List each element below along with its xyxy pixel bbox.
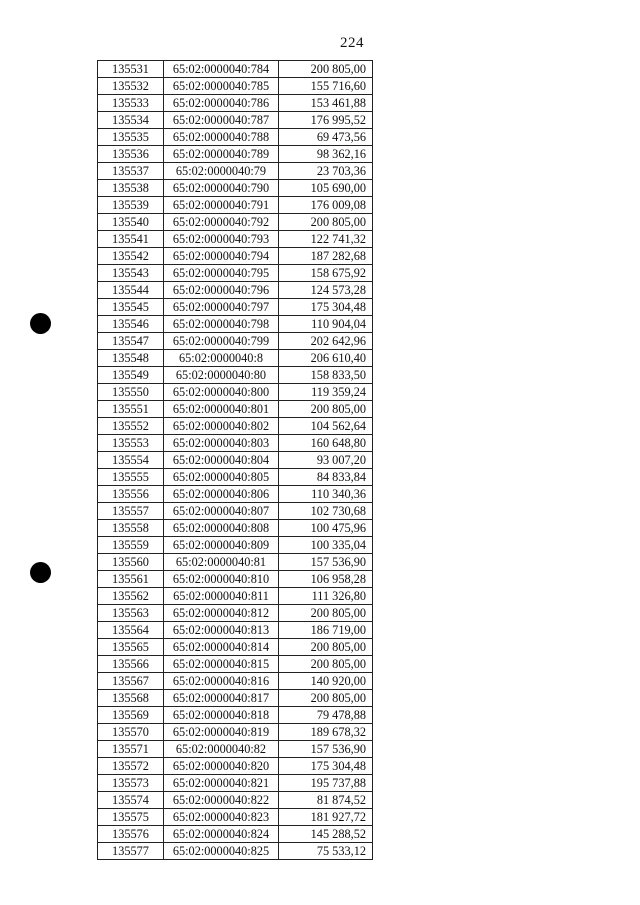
record-number-cell: 135557 xyxy=(98,503,164,520)
cadastral-number-cell: 65:02:0000040:792 xyxy=(164,214,279,231)
cadastral-number-cell: 65:02:0000040:798 xyxy=(164,316,279,333)
cadastral-number-cell: 65:02:0000040:802 xyxy=(164,418,279,435)
record-number-cell: 135567 xyxy=(98,673,164,690)
cadastral-number-cell: 65:02:0000040:790 xyxy=(164,180,279,197)
value-cell: 200 805,00 xyxy=(279,656,373,673)
record-number-cell: 135558 xyxy=(98,520,164,537)
record-number-cell: 135534 xyxy=(98,112,164,129)
table-row xyxy=(98,214,373,231)
value-cell: 145 288,52 xyxy=(279,826,373,843)
cadastral-number-cell: 65:02:0000040:818 xyxy=(164,707,279,724)
table-row xyxy=(98,61,373,78)
record-number-cell: 135541 xyxy=(98,231,164,248)
table-row xyxy=(98,112,373,129)
cadastral-number-cell: 65:02:0000040:787 xyxy=(164,112,279,129)
table-row xyxy=(98,452,373,469)
table-row xyxy=(98,78,373,95)
punch-hole-mark xyxy=(30,562,51,583)
cadastral-number-cell: 65:02:0000040:811 xyxy=(164,588,279,605)
value-cell: 111 326,80 xyxy=(279,588,373,605)
value-cell: 23 703,36 xyxy=(279,163,373,180)
record-number-cell: 135576 xyxy=(98,826,164,843)
value-cell: 124 573,28 xyxy=(279,282,373,299)
cadastral-number-cell: 65:02:0000040:824 xyxy=(164,826,279,843)
table-row xyxy=(98,605,373,622)
cadastral-number-cell: 65:02:0000040:805 xyxy=(164,469,279,486)
table-row xyxy=(98,299,373,316)
table-row xyxy=(98,486,373,503)
cadastral-number-cell: 65:02:0000040:814 xyxy=(164,639,279,656)
value-cell: 157 536,90 xyxy=(279,554,373,571)
table-row xyxy=(98,418,373,435)
cadastral-number-cell: 65:02:0000040:813 xyxy=(164,622,279,639)
cadastral-number-cell: 65:02:0000040:801 xyxy=(164,401,279,418)
record-number-cell: 135569 xyxy=(98,707,164,724)
table-row xyxy=(98,401,373,418)
record-number-cell: 135547 xyxy=(98,333,164,350)
table-row xyxy=(98,350,373,367)
table-row xyxy=(98,163,373,180)
cadastral-number-cell: 65:02:0000040:789 xyxy=(164,146,279,163)
record-number-cell: 135570 xyxy=(98,724,164,741)
cadastral-number-cell: 65:02:0000040:823 xyxy=(164,809,279,826)
record-number-cell: 135537 xyxy=(98,163,164,180)
table-row xyxy=(98,333,373,350)
table-row xyxy=(98,656,373,673)
cadastral-number-cell: 65:02:0000040:819 xyxy=(164,724,279,741)
record-number-cell: 135548 xyxy=(98,350,164,367)
value-cell: 181 927,72 xyxy=(279,809,373,826)
value-cell: 186 719,00 xyxy=(279,622,373,639)
record-number-cell: 135550 xyxy=(98,384,164,401)
record-number-cell: 135544 xyxy=(98,282,164,299)
record-number-cell: 135572 xyxy=(98,758,164,775)
record-number-cell: 135575 xyxy=(98,809,164,826)
table-row xyxy=(98,503,373,520)
record-number-cell: 135533 xyxy=(98,95,164,112)
cadastral-number-cell: 65:02:0000040:803 xyxy=(164,435,279,452)
record-number-cell: 135564 xyxy=(98,622,164,639)
cadastral-number-cell: 65:02:0000040:793 xyxy=(164,231,279,248)
record-number-cell: 135545 xyxy=(98,299,164,316)
cadastral-number-cell: 65:02:0000040:808 xyxy=(164,520,279,537)
record-number-cell: 135549 xyxy=(98,367,164,384)
cadastral-number-cell: 65:02:0000040:825 xyxy=(164,843,279,860)
cadastral-number-cell: 65:02:0000040:807 xyxy=(164,503,279,520)
record-number-cell: 135555 xyxy=(98,469,164,486)
cadastral-number-cell: 65:02:0000040:796 xyxy=(164,282,279,299)
table-row xyxy=(98,367,373,384)
table-row xyxy=(98,775,373,792)
record-number-cell: 135571 xyxy=(98,741,164,758)
record-number-cell: 135563 xyxy=(98,605,164,622)
value-cell: 200 805,00 xyxy=(279,690,373,707)
value-cell: 200 805,00 xyxy=(279,605,373,622)
record-number-cell: 135540 xyxy=(98,214,164,231)
value-cell: 100 335,04 xyxy=(279,537,373,554)
registry-table-body xyxy=(98,61,373,860)
value-cell: 155 716,60 xyxy=(279,78,373,95)
table-row xyxy=(98,690,373,707)
value-cell: 195 737,88 xyxy=(279,775,373,792)
record-number-cell: 135538 xyxy=(98,180,164,197)
table-row xyxy=(98,571,373,588)
table-row xyxy=(98,197,373,214)
page-number: 224 xyxy=(340,35,364,51)
value-cell: 202 642,96 xyxy=(279,333,373,350)
value-cell: 81 874,52 xyxy=(279,792,373,809)
table-row xyxy=(98,741,373,758)
record-number-cell: 135560 xyxy=(98,554,164,571)
cadastral-number-cell: 65:02:0000040:791 xyxy=(164,197,279,214)
table-row xyxy=(98,248,373,265)
value-cell: 157 536,90 xyxy=(279,741,373,758)
cadastral-number-cell: 65:02:0000040:821 xyxy=(164,775,279,792)
cadastral-number-cell: 65:02:0000040:809 xyxy=(164,537,279,554)
table-row xyxy=(98,282,373,299)
record-number-cell: 135565 xyxy=(98,639,164,656)
record-number-cell: 135536 xyxy=(98,146,164,163)
cadastral-number-cell: 65:02:0000040:797 xyxy=(164,299,279,316)
table-row xyxy=(98,537,373,554)
record-number-cell: 135552 xyxy=(98,418,164,435)
table-row xyxy=(98,146,373,163)
value-cell: 79 478,88 xyxy=(279,707,373,724)
table-row xyxy=(98,554,373,571)
table-row xyxy=(98,520,373,537)
table-row xyxy=(98,622,373,639)
value-cell: 105 690,00 xyxy=(279,180,373,197)
value-cell: 69 473,56 xyxy=(279,129,373,146)
record-number-cell: 135562 xyxy=(98,588,164,605)
cadastral-number-cell: 65:02:0000040:79 xyxy=(164,163,279,180)
cadastral-number-cell: 65:02:0000040:8 xyxy=(164,350,279,367)
table-row xyxy=(98,180,373,197)
table-row xyxy=(98,707,373,724)
record-number-cell: 135566 xyxy=(98,656,164,673)
record-number-cell: 135554 xyxy=(98,452,164,469)
value-cell: 187 282,68 xyxy=(279,248,373,265)
cadastral-number-cell: 65:02:0000040:817 xyxy=(164,690,279,707)
cadastral-number-cell: 65:02:0000040:820 xyxy=(164,758,279,775)
cadastral-number-cell: 65:02:0000040:81 xyxy=(164,554,279,571)
cadastral-number-cell: 65:02:0000040:812 xyxy=(164,605,279,622)
cadastral-number-cell: 65:02:0000040:804 xyxy=(164,452,279,469)
table-row xyxy=(98,758,373,775)
table-row xyxy=(98,826,373,843)
cadastral-number-cell: 65:02:0000040:784 xyxy=(164,61,279,78)
value-cell: 122 741,32 xyxy=(279,231,373,248)
table-row xyxy=(98,316,373,333)
table-row xyxy=(98,809,373,826)
cadastral-number-cell: 65:02:0000040:815 xyxy=(164,656,279,673)
cadastral-number-cell: 65:02:0000040:794 xyxy=(164,248,279,265)
value-cell: 84 833,84 xyxy=(279,469,373,486)
record-number-cell: 135539 xyxy=(98,197,164,214)
record-number-cell: 135546 xyxy=(98,316,164,333)
value-cell: 160 648,80 xyxy=(279,435,373,452)
cadastral-number-cell: 65:02:0000040:82 xyxy=(164,741,279,758)
record-number-cell: 135542 xyxy=(98,248,164,265)
record-number-cell: 135559 xyxy=(98,537,164,554)
table-row xyxy=(98,95,373,112)
cadastral-number-cell: 65:02:0000040:810 xyxy=(164,571,279,588)
table-row xyxy=(98,265,373,282)
table-row xyxy=(98,588,373,605)
cadastral-number-cell: 65:02:0000040:80 xyxy=(164,367,279,384)
value-cell: 158 833,50 xyxy=(279,367,373,384)
value-cell: 206 610,40 xyxy=(279,350,373,367)
table-row xyxy=(98,384,373,401)
value-cell: 102 730,68 xyxy=(279,503,373,520)
value-cell: 110 340,36 xyxy=(279,486,373,503)
table-row xyxy=(98,469,373,486)
record-number-cell: 135532 xyxy=(98,78,164,95)
registry-table xyxy=(97,60,373,860)
record-number-cell: 135543 xyxy=(98,265,164,282)
record-number-cell: 135577 xyxy=(98,843,164,860)
table-row xyxy=(98,673,373,690)
value-cell: 175 304,48 xyxy=(279,758,373,775)
table-row xyxy=(98,792,373,809)
table-row xyxy=(98,435,373,452)
value-cell: 75 533,12 xyxy=(279,843,373,860)
table-row xyxy=(98,843,373,860)
value-cell: 176 009,08 xyxy=(279,197,373,214)
value-cell: 200 805,00 xyxy=(279,214,373,231)
record-number-cell: 135535 xyxy=(98,129,164,146)
record-number-cell: 135561 xyxy=(98,571,164,588)
record-number-cell: 135556 xyxy=(98,486,164,503)
value-cell: 106 958,28 xyxy=(279,571,373,588)
value-cell: 93 007,20 xyxy=(279,452,373,469)
cadastral-number-cell: 65:02:0000040:816 xyxy=(164,673,279,690)
value-cell: 104 562,64 xyxy=(279,418,373,435)
table-row xyxy=(98,724,373,741)
cadastral-number-cell: 65:02:0000040:822 xyxy=(164,792,279,809)
cadastral-number-cell: 65:02:0000040:800 xyxy=(164,384,279,401)
record-number-cell: 135531 xyxy=(98,61,164,78)
value-cell: 158 675,92 xyxy=(279,265,373,282)
value-cell: 175 304,48 xyxy=(279,299,373,316)
cadastral-number-cell: 65:02:0000040:785 xyxy=(164,78,279,95)
record-number-cell: 135568 xyxy=(98,690,164,707)
value-cell: 200 805,00 xyxy=(279,401,373,418)
value-cell: 140 920,00 xyxy=(279,673,373,690)
value-cell: 153 461,88 xyxy=(279,95,373,112)
value-cell: 110 904,04 xyxy=(279,316,373,333)
cadastral-number-cell: 65:02:0000040:799 xyxy=(164,333,279,350)
record-number-cell: 135553 xyxy=(98,435,164,452)
value-cell: 176 995,52 xyxy=(279,112,373,129)
value-cell: 100 475,96 xyxy=(279,520,373,537)
cadastral-number-cell: 65:02:0000040:795 xyxy=(164,265,279,282)
table-row xyxy=(98,231,373,248)
value-cell: 200 805,00 xyxy=(279,639,373,656)
value-cell: 98 362,16 xyxy=(279,146,373,163)
value-cell: 200 805,00 xyxy=(279,61,373,78)
cadastral-number-cell: 65:02:0000040:788 xyxy=(164,129,279,146)
value-cell: 119 359,24 xyxy=(279,384,373,401)
table-row xyxy=(98,129,373,146)
record-number-cell: 135573 xyxy=(98,775,164,792)
cadastral-number-cell: 65:02:0000040:786 xyxy=(164,95,279,112)
cadastral-number-cell: 65:02:0000040:806 xyxy=(164,486,279,503)
record-number-cell: 135574 xyxy=(98,792,164,809)
value-cell: 189 678,32 xyxy=(279,724,373,741)
punch-hole-mark xyxy=(30,313,51,334)
table-row xyxy=(98,639,373,656)
record-number-cell: 135551 xyxy=(98,401,164,418)
